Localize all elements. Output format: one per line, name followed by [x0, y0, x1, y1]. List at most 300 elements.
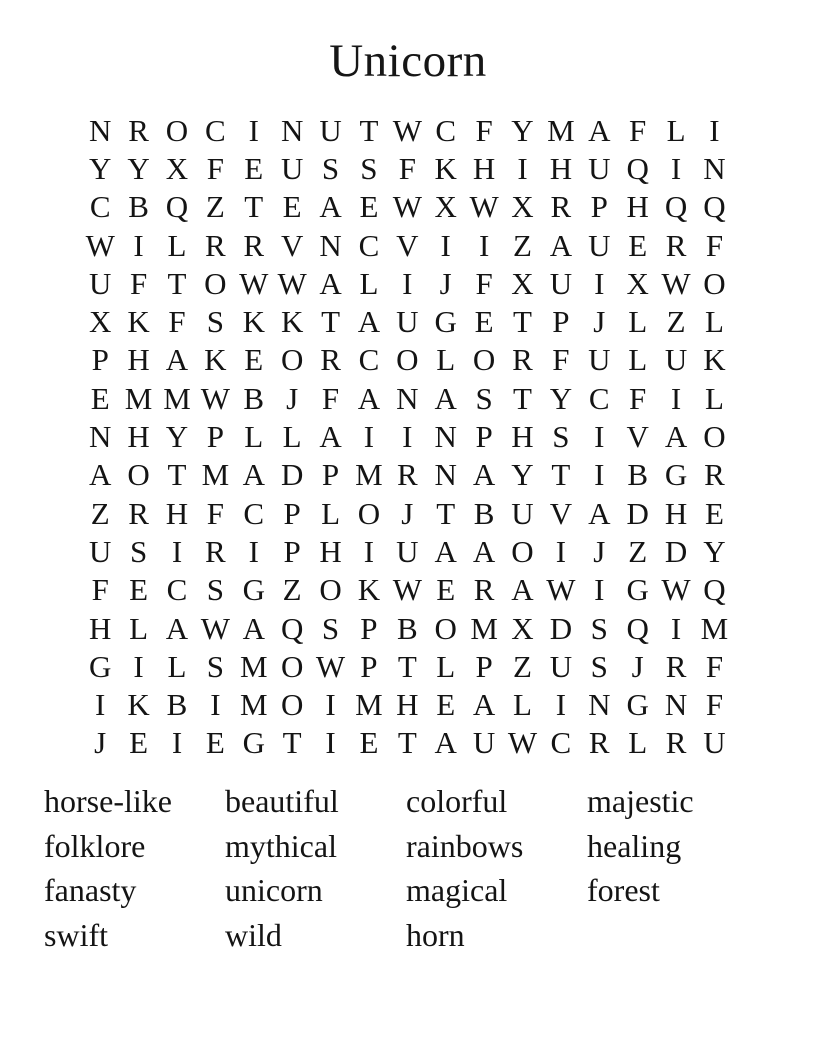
grid-cell: O [434, 610, 457, 646]
grid-cell: F [321, 380, 340, 416]
grid-cell: L [513, 687, 532, 723]
grid-cell: E [474, 304, 494, 340]
grid-cell: D [626, 495, 649, 531]
grid-cell: C [435, 112, 457, 148]
grid-cell: I [555, 687, 567, 723]
grid-cell: G [242, 572, 265, 608]
grid-cell: A [511, 572, 534, 608]
grid-cell: V [549, 495, 573, 531]
grid-cell: B [166, 687, 188, 723]
grid-cell: S [590, 610, 608, 646]
grid-cell: O [357, 495, 381, 531]
grid-cell: D [664, 533, 688, 569]
grid-cell: Q [165, 189, 189, 225]
grid-cell: O [127, 457, 150, 493]
grid-cell: H [127, 419, 150, 455]
grid-cell: G [626, 687, 649, 723]
grid-cell: A [664, 419, 688, 455]
grid-cell: E [704, 495, 724, 531]
grid-cell: A [588, 112, 611, 148]
grid-cell: S [206, 648, 224, 684]
grid-cell: E [628, 227, 648, 263]
grid-cell: H [165, 495, 189, 531]
grid-cell: U [472, 725, 496, 761]
grid-cell: Y [165, 419, 189, 455]
grid-cell: A [588, 495, 611, 531]
grid-cell: B [243, 380, 265, 416]
grid-row [81, 111, 734, 149]
grid-cell: U [319, 112, 342, 148]
grid-cell: I [709, 112, 720, 148]
grid-cell: I [594, 419, 605, 455]
grid-row [81, 379, 734, 417]
grid-cell: P [360, 610, 378, 646]
grid-cell: X [89, 304, 112, 340]
grid-cell: K [127, 304, 150, 340]
grid-cell: M [700, 610, 729, 646]
grid-row [81, 609, 734, 647]
grid-cell: N [280, 112, 304, 148]
grid-cell: R [205, 227, 226, 263]
grid-cell: O [511, 533, 534, 569]
grid-cell: W [315, 648, 346, 684]
grid-cell: U [89, 533, 112, 569]
grid-cell: N [319, 227, 342, 263]
grid-cell: J [593, 304, 606, 340]
word-item: horse-like [44, 783, 172, 819]
grid-cell: E [129, 725, 149, 761]
grid-cell: P [283, 495, 301, 531]
grid-cell: Q [703, 572, 726, 608]
grid-cell: U [89, 265, 112, 301]
grid-cell: F [129, 265, 148, 301]
grid-cell: X [626, 265, 649, 301]
grid-cell: I [248, 533, 259, 569]
grid-row [81, 188, 734, 226]
grid-cell: K [204, 342, 227, 378]
word-item: beautiful [225, 783, 339, 819]
grid-cell: W [200, 610, 230, 646]
grid-cell: F [705, 227, 724, 263]
grid-cell: O [280, 648, 304, 684]
grid-cell: I [133, 648, 144, 684]
grid-cell: K [242, 304, 265, 340]
grid-cell: O [472, 342, 496, 378]
grid-cell: I [363, 533, 375, 569]
grid-cell: T [513, 380, 532, 416]
grid-cell: I [555, 533, 567, 569]
grid-cell: Z [90, 495, 110, 531]
grid-cell: Y [511, 112, 534, 148]
grid-cell: W [392, 189, 422, 225]
grid-cell: I [95, 687, 106, 723]
grid-cell: I [478, 227, 490, 263]
grid-cell: E [359, 189, 379, 225]
grid-cell: A [549, 227, 573, 263]
grid-cell: Y [549, 380, 573, 416]
grid-cell: U [396, 533, 419, 569]
grid-cell: O [396, 342, 419, 378]
word-item: magical [406, 872, 508, 909]
grid-cell: F [705, 687, 724, 723]
grid-cell: W [507, 725, 538, 761]
grid-cell: L [167, 648, 187, 684]
grid-cell: W [469, 189, 499, 225]
grid-row [81, 532, 734, 570]
grid-cell: F [475, 265, 493, 301]
grid-cell: R [665, 725, 687, 761]
grid-cell: A [472, 457, 496, 493]
grid-cell: O [204, 265, 227, 301]
grid-cell: F [552, 342, 570, 378]
letter-grid [81, 111, 734, 762]
grid-cell: F [206, 495, 224, 531]
grid-cell: I [325, 687, 336, 723]
grid-cell: S [475, 380, 493, 416]
grid-cell: R [665, 648, 687, 684]
grid-cell: H [549, 150, 573, 186]
grid-cell: F [168, 304, 186, 340]
grid-cell: E [282, 189, 302, 225]
grid-cell: Z [513, 648, 532, 684]
grid-cell: L [666, 112, 686, 148]
grid-cell: W [392, 572, 422, 608]
grid-cell: J [286, 380, 299, 416]
grid-cell: N [396, 380, 419, 416]
grid-cell: M [124, 380, 153, 416]
grid-cell: O [280, 687, 304, 723]
grid-cell: I [670, 610, 682, 646]
grid-cell: I [670, 150, 682, 186]
word-item: colorful [406, 783, 508, 819]
grid-cell: N [664, 687, 688, 723]
grid-cell: K [434, 150, 457, 186]
grid-cell: C [166, 572, 188, 608]
grid-cell: P [283, 533, 301, 569]
grid-cell: Z [513, 227, 532, 263]
grid-cell: B [128, 189, 149, 225]
grid-cell: E [436, 687, 456, 723]
grid-cell: W [85, 227, 115, 263]
grid-cell: G [242, 725, 265, 761]
grid-cell: A [319, 189, 342, 225]
grid-cell: R [205, 533, 226, 569]
grid-cell: V [396, 227, 419, 263]
word-item: folklore [44, 827, 146, 864]
grid-cell: W [546, 572, 576, 608]
word-item: swift [44, 916, 108, 953]
word-item: healing [587, 827, 682, 864]
grid-cell: U [588, 150, 611, 186]
grid-row [81, 226, 734, 264]
word-item: forest [587, 872, 660, 909]
grid-cell: R [128, 495, 149, 531]
grid-cell: H [626, 189, 649, 225]
grid-cell: Q [626, 150, 649, 186]
grid-cell: F [629, 380, 647, 416]
grid-cell: N [703, 150, 726, 186]
grid-cell: F [91, 572, 109, 608]
grid-cell: I [133, 227, 144, 263]
grid-cell: J [439, 265, 452, 301]
grid-cell: A [319, 265, 342, 301]
grid-cell: R [128, 112, 149, 148]
grid-cell: T [167, 457, 187, 493]
grid-cell: T [436, 495, 456, 531]
grid-cell: E [129, 572, 149, 608]
grid-cell: I [594, 457, 605, 493]
grid-cell: G [434, 304, 457, 340]
grid-cell: L [628, 342, 648, 378]
grid-cell: U [664, 342, 688, 378]
grid-cell: R [512, 342, 533, 378]
grid-cell: T [513, 304, 532, 340]
grid-cell: F [475, 112, 493, 148]
word-item: wild [225, 916, 282, 953]
grid-cell: L [436, 648, 456, 684]
grid-cell: O [703, 265, 726, 301]
word-item: rainbows [406, 827, 524, 864]
grid-cell: Z [282, 572, 302, 608]
grid-cell: Z [666, 304, 686, 340]
grid-cell: T [244, 189, 264, 225]
grid-cell: S [206, 572, 224, 608]
grid-cell: A [165, 342, 189, 378]
grid-cell: G [626, 572, 649, 608]
grid-cell: H [127, 342, 150, 378]
grid-cell: A [89, 457, 112, 493]
grid-cell: T [551, 457, 571, 493]
grid-cell: M [163, 380, 191, 416]
grid-cell: R [665, 227, 687, 263]
grid-cell: E [90, 380, 110, 416]
grid-cell: L [628, 725, 648, 761]
grid-cell: R [243, 227, 265, 263]
grid-cell: M [239, 648, 268, 684]
grid-cell: M [355, 457, 383, 493]
grid-cell: S [321, 610, 340, 646]
grid-cell: T [282, 725, 302, 761]
grid-cell: K [280, 304, 304, 340]
grid-cell: I [402, 419, 413, 455]
grid-cell: H [472, 150, 496, 186]
grid-cell: S [360, 150, 378, 186]
grid-cell: J [593, 533, 606, 569]
grid-cell: Y [127, 150, 150, 186]
grid-row [81, 494, 734, 532]
grid-row [81, 685, 734, 723]
grid-cell: K [703, 342, 726, 378]
grid-cell: P [475, 419, 493, 455]
grid-cell: L [282, 419, 302, 455]
grid-cell: G [664, 457, 688, 493]
grid-cell: I [171, 725, 183, 761]
grid-cell: R [550, 189, 572, 225]
grid-cell: A [357, 380, 381, 416]
grid-cell: F [398, 150, 416, 186]
grid-cell: S [590, 648, 608, 684]
grid-cell: R [588, 725, 610, 761]
grid-cell: I [670, 380, 682, 416]
grid-cell: R [704, 457, 725, 493]
grid-cell: I [594, 265, 605, 301]
grid-cell: G [89, 648, 112, 684]
grid-cell: C [89, 189, 111, 225]
grid-cell: M [239, 687, 268, 723]
grid-cell: V [626, 419, 649, 455]
grid-cell: W [392, 112, 422, 148]
grid-cell: C [358, 227, 380, 263]
grid-cell: L [628, 304, 648, 340]
grid-cell: L [167, 227, 187, 263]
grid-cell: U [549, 265, 573, 301]
grid-cell: M [355, 687, 383, 723]
grid-row [81, 724, 734, 762]
grid-cell: T [397, 648, 417, 684]
word-item: fanasty [44, 872, 137, 909]
grid-cell: X [165, 150, 189, 186]
grid-cell: F [206, 150, 224, 186]
grid-cell: J [94, 725, 107, 761]
grid-cell: S [321, 150, 340, 186]
grid-cell: L [359, 265, 379, 301]
grid-cell: A [165, 610, 189, 646]
grid-cell: C [550, 725, 572, 761]
grid-cell: Q [280, 610, 304, 646]
grid-cell: M [470, 610, 498, 646]
grid-cell: E [244, 150, 264, 186]
grid-cell: Q [626, 610, 649, 646]
grid-cell: U [511, 495, 534, 531]
grid-cell: P [206, 419, 224, 455]
grid-cell: P [360, 648, 378, 684]
grid-cell: B [396, 610, 418, 646]
grid-cell: N [588, 687, 611, 723]
grid-cell: L [321, 495, 340, 531]
grid-cell: I [248, 112, 259, 148]
word-bank [44, 779, 772, 957]
grid-cell: I [402, 265, 413, 301]
grid-cell: I [440, 227, 451, 263]
grid-cell: S [129, 533, 148, 569]
grid-cell: N [89, 112, 112, 148]
grid-cell: Z [628, 533, 648, 569]
grid-cell: I [594, 572, 605, 608]
grid-cell: U [549, 648, 573, 684]
grid-cell: L [436, 342, 456, 378]
grid-cell: W [277, 265, 307, 301]
grid-cell: P [552, 304, 570, 340]
grid-cell: U [588, 227, 611, 263]
grid-cell: U [588, 342, 611, 378]
grid-cell: Y [89, 150, 112, 186]
grid-cell: A [357, 304, 381, 340]
grid-cell: J [401, 495, 414, 531]
grid-cell: H [664, 495, 688, 531]
grid-cell: W [239, 265, 269, 301]
grid-row [81, 647, 734, 685]
grid-cell: T [167, 265, 187, 301]
grid-cell: A [319, 419, 342, 455]
grid-cell: A [434, 533, 457, 569]
grid-cell: Q [664, 189, 688, 225]
grid-cell: T [359, 112, 379, 148]
grid-cell: O [319, 572, 342, 608]
grid-cell: F [705, 648, 724, 684]
grid-cell: M [201, 457, 230, 493]
grid-cell: Z [205, 189, 225, 225]
grid-cell: N [89, 419, 112, 455]
grid-row [81, 341, 734, 379]
grid-row [81, 571, 734, 609]
grid-cell: B [627, 457, 648, 493]
grid-cell: K [127, 687, 150, 723]
grid-cell: R [473, 572, 495, 608]
grid-cell: T [397, 725, 417, 761]
page-title: Unicorn [329, 35, 487, 87]
grid-cell: C [588, 380, 610, 416]
grid-cell: U [280, 150, 304, 186]
grid-cell: Y [511, 457, 534, 493]
grid-cell: F [629, 112, 647, 148]
grid-cell: I [210, 687, 221, 723]
word-item: unicorn [225, 872, 323, 909]
grid-cell: E [244, 342, 264, 378]
grid-cell: U [703, 725, 726, 761]
grid-cell: D [280, 457, 304, 493]
grid-cell: W [661, 265, 691, 301]
grid-cell: A [434, 725, 457, 761]
grid-cell: S [552, 419, 570, 455]
grid-cell: V [280, 227, 304, 263]
grid-row [81, 264, 734, 302]
grid-cell: D [549, 610, 573, 646]
grid-cell: X [434, 189, 457, 225]
grid-cell: L [244, 419, 264, 455]
grid-cell: O [703, 419, 726, 455]
grid-cell: T [321, 304, 340, 340]
grid-cell: A [434, 380, 457, 416]
grid-cell: I [171, 533, 183, 569]
grid-row [81, 456, 734, 494]
grid-cell: I [325, 725, 336, 761]
grid-cell: Q [703, 189, 726, 225]
grid-cell: U [396, 304, 419, 340]
grid-cell: H [89, 610, 112, 646]
word-item: majestic [587, 783, 694, 819]
grid-cell: H [396, 687, 419, 723]
grid-cell: P [91, 342, 109, 378]
grid-cell: C [358, 342, 380, 378]
grid-cell: A [472, 687, 496, 723]
grid-cell: L [129, 610, 149, 646]
word-item: horn [406, 916, 465, 953]
grid-cell: X [511, 610, 534, 646]
grid-cell: L [704, 304, 724, 340]
grid-cell: X [511, 189, 534, 225]
grid-cell: I [517, 150, 528, 186]
grid-cell: H [511, 419, 534, 455]
grid-cell: N [434, 457, 457, 493]
grid-cell: S [206, 304, 224, 340]
grid-cell: P [590, 189, 608, 225]
grid-cell: C [205, 112, 226, 148]
grid-cell: K [357, 572, 381, 608]
grid-cell: O [165, 112, 189, 148]
grid-cell: H [319, 533, 342, 569]
grid-row [81, 302, 734, 340]
grid-cell: E [436, 572, 456, 608]
